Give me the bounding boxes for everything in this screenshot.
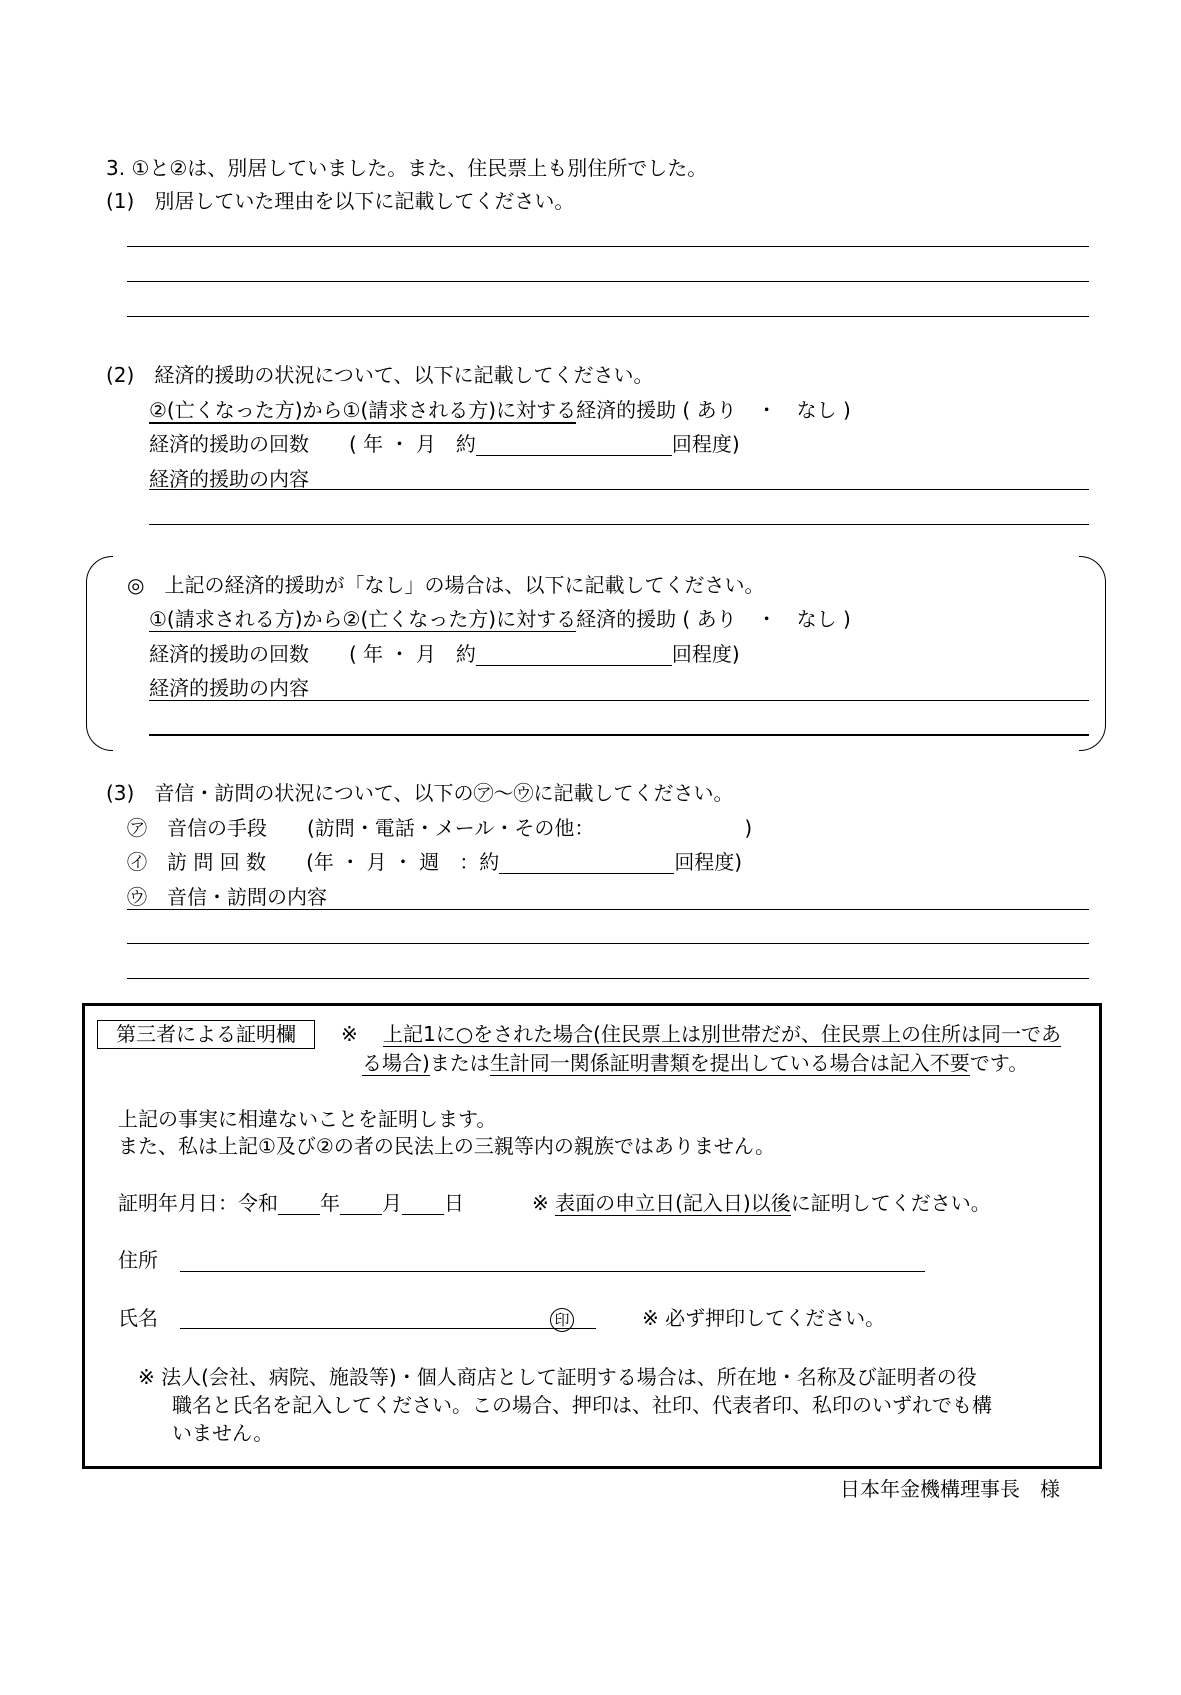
note-line2-text: または — [429, 1051, 490, 1075]
third-party-label: 第三者による証明欄 — [97, 1020, 315, 1049]
q3-b-visits — [127, 850, 742, 874]
year-label: 年 — [320, 1191, 340, 1215]
corporate-note-3: いません。 — [172, 1421, 274, 1445]
q2-count-field[interactable] — [476, 435, 672, 456]
note-line2-text: です。 — [969, 1051, 1029, 1075]
day-field[interactable] — [402, 1194, 444, 1215]
bracket-left — [86, 556, 113, 751]
seal-mark — [550, 1306, 574, 1330]
statement-1: 上記の事実に相違ないことを証明します。 — [118, 1107, 497, 1131]
note-content-line[interactable] — [149, 700, 1089, 701]
section-heading: 3. ①と②は、別居していました。また、住民票上も別住所でした。 — [106, 156, 708, 180]
date-label: 証明年月日：令和 — [118, 1191, 278, 1215]
month-field[interactable] — [340, 1194, 382, 1215]
address-label: 住所 — [118, 1248, 158, 1272]
q2-direction-underlined: ②(亡くなった方)から①(請求される方)に対する — [149, 398, 577, 422]
q1-heading: (1) 別居していた理由を以下に記載してください。 — [106, 189, 575, 213]
date-note-text: に証明してください。 — [790, 1191, 991, 1215]
q2-content-label: 経済的援助の内容 — [149, 467, 309, 491]
q2-content-line[interactable] — [149, 489, 1089, 490]
note-content-label: 経済的援助の内容 — [149, 676, 309, 700]
seal-note: ※ 必ず押印してください。 — [642, 1306, 886, 1330]
note-count — [149, 642, 740, 666]
statement-2: また、私は上記①及び②の者の民法上の三親等内の親族ではありません。 — [118, 1134, 776, 1158]
q2-direction — [149, 398, 851, 422]
third-party-note-mark: ※ — [341, 1022, 358, 1046]
note-line1-underlined: 上記1に○をされた場合(住民票上は別世帯だが、住民票上の住所は同一であ — [383, 1022, 1061, 1046]
date-note-mark: ※ — [532, 1191, 556, 1215]
day-label: 日 — [444, 1191, 464, 1215]
q3-content-line[interactable] — [127, 978, 1089, 979]
q3-content-line[interactable] — [127, 909, 1089, 910]
q2-heading: (2) 経済的援助の状況について、以下に記載してください。 — [106, 363, 654, 387]
q1-answer-line[interactable] — [127, 281, 1089, 282]
note-heading: ◎ 上記の経済的援助が「なし」の場合は、以下に記載してください。 — [127, 573, 765, 597]
q3-content-line[interactable] — [127, 943, 1089, 944]
certification-date — [118, 1191, 464, 1215]
third-party-note-line2 — [362, 1051, 1028, 1075]
q2-count-suffix: 回程度) — [671, 432, 740, 456]
name-field[interactable] — [180, 1328, 596, 1329]
month-label: 月 — [382, 1191, 402, 1215]
q3-a-means: ㋐ 音信の手段 (訪問・電話・メール・その他： ) — [127, 816, 753, 840]
note-count-label: 経済的援助の回数 ( 年 ・ 月 約 — [149, 642, 476, 666]
q3-b-count-field[interactable] — [499, 853, 674, 874]
date-note-underlined: 表面の申立日(記入日)以後 — [555, 1191, 791, 1215]
corporate-note-2: 職名と氏名を記入してください。この場合、押印は、社印、代表者印、私印のいずれでも構 — [172, 1393, 992, 1417]
date-note — [532, 1191, 991, 1215]
q2-content-line[interactable] — [149, 524, 1089, 525]
note-yes-no-choice[interactable]: 経済的援助 ( あり ・ なし ) — [576, 607, 851, 631]
corporate-note-1: ※ 法人(会社、病院、施設等)・個人商店として証明する場合は、所在地・名称及び証明者の役 — [138, 1365, 977, 1389]
note-line2-underlined: る場合) — [362, 1051, 430, 1075]
third-party-note-line1 — [383, 1022, 1061, 1046]
seal-icon: 印 — [550, 1308, 574, 1332]
q2-yes-no-choice[interactable]: 経済的援助 ( あり ・ なし ) — [576, 398, 851, 422]
note-count-suffix: 回程度) — [671, 642, 740, 666]
note-content-line-bold[interactable] — [149, 734, 1089, 736]
q1-answer-line[interactable] — [127, 316, 1089, 317]
q3-b-label: ㋑ 訪 問 回 数 (年 ・ 月 ・ 週 ：約 — [127, 850, 500, 874]
q2-count-label: 経済的援助の回数 ( 年 ・ 月 約 — [149, 432, 476, 456]
q3-c-content-label: ㋒ 音信・訪問の内容 — [127, 885, 327, 909]
year-field[interactable] — [278, 1194, 320, 1215]
name-label: 氏名 — [118, 1306, 158, 1330]
q3-heading: (3) 音信・訪問の状況について、以下の㋐～㋒に記載してください。 — [106, 781, 734, 805]
note-line2-underlined: 生計同一関係証明書類を提出している場合は記入不要 — [489, 1051, 970, 1075]
note-count-field[interactable] — [476, 645, 672, 666]
note-direction-underlined: ①(請求される方)から②(亡くなった方)に対する — [149, 607, 577, 631]
q3-b-suffix: 回程度) — [674, 850, 743, 874]
addressee: 日本年金機構理事長 様 — [840, 1477, 1060, 1501]
q2-count — [149, 432, 740, 456]
note-direction — [149, 607, 851, 631]
bracket-right — [1079, 556, 1106, 751]
q1-answer-line[interactable] — [127, 246, 1089, 247]
address-field[interactable] — [180, 1271, 925, 1272]
